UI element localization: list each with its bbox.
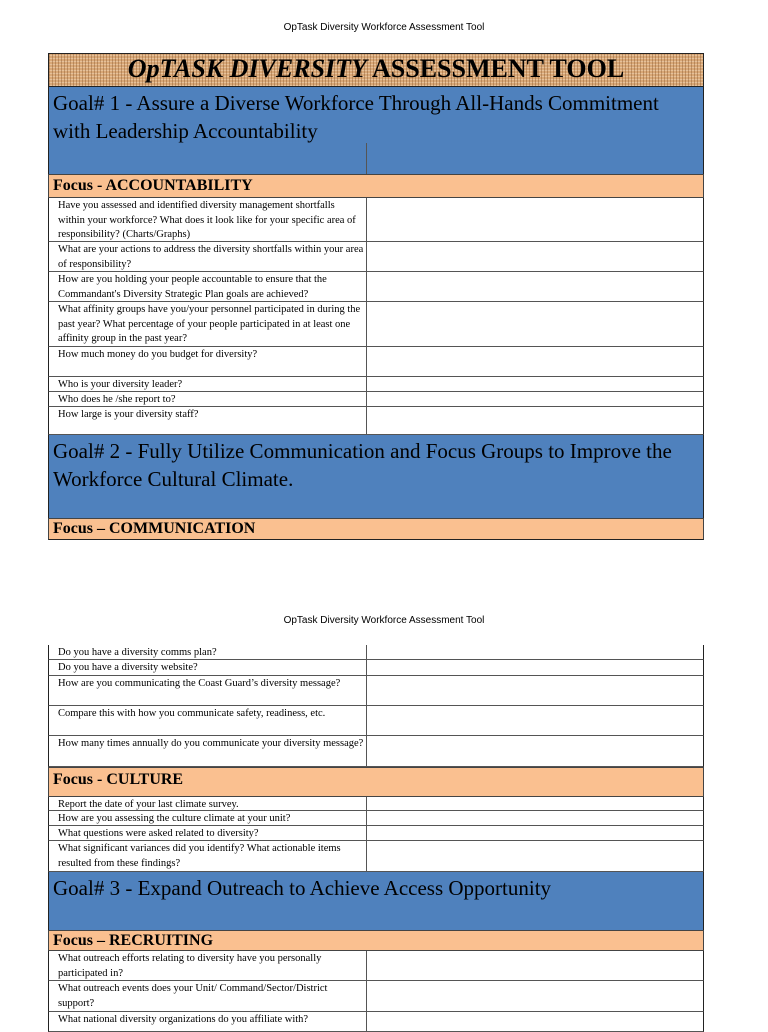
question-cell: Have you assessed and identified diversity management shortfalls within your workforce? What does it look like for your specific area of responsibility? (Charts/Graphs) bbox=[49, 198, 367, 241]
answer-cell[interactable] bbox=[367, 272, 703, 301]
answer-cell[interactable] bbox=[367, 392, 703, 406]
table-row bbox=[48, 272, 704, 302]
question-cell: How many times annually do you communicate your diversity message? bbox=[49, 736, 367, 766]
table-row bbox=[48, 407, 704, 435]
focus-culture: Focus - CULTURE bbox=[48, 767, 704, 797]
goal-2-heading: Goal# 2 - Fully Utilize Communication and Focus Groups to Improve the Workforce Cultural Climate. bbox=[48, 435, 704, 518]
page-header: OpTask Diversity Workforce Assessment Tool bbox=[283, 22, 485, 33]
question-cell: What are your actions to address the diversity shortfalls within your area of responsibility? bbox=[49, 242, 367, 271]
focus-accountability: Focus - ACCOUNTABILITY bbox=[48, 174, 704, 198]
answer-cell[interactable] bbox=[367, 302, 703, 346]
table-row bbox=[48, 242, 704, 272]
question-cell: How are you holding your people accountable to ensure that the Commandant's Diversity Strategic Plan goals are achieved? bbox=[49, 272, 367, 301]
answer-cell[interactable] bbox=[367, 826, 703, 840]
table-row bbox=[48, 660, 704, 676]
answer-cell[interactable] bbox=[367, 841, 703, 871]
table-row bbox=[48, 736, 704, 767]
tool-title-italic: OpTASK DIVERSITY bbox=[127, 54, 367, 83]
table-row bbox=[48, 706, 704, 736]
tool-title bbox=[48, 53, 704, 87]
table-row bbox=[48, 1012, 704, 1032]
question-cell: Do you have a diversity comms plan? bbox=[49, 645, 367, 659]
answer-cell[interactable] bbox=[367, 981, 703, 1011]
table-row bbox=[48, 826, 704, 841]
question-cell: How much money do you budget for diversity? bbox=[49, 347, 367, 376]
question-cell: Report the date of your last climate survey. bbox=[49, 797, 367, 810]
table-row bbox=[48, 951, 704, 981]
question-cell: Compare this with how you communicate safety, readiness, etc. bbox=[49, 706, 367, 735]
goal-3-heading: Goal# 3 - Expand Outreach to Achieve Access Opportunity bbox=[48, 872, 704, 930]
answer-cell[interactable] bbox=[367, 660, 703, 675]
answer-cell[interactable] bbox=[367, 645, 703, 659]
question-cell: What outreach events does your Unit/ Command/Sector/District support? bbox=[49, 981, 367, 1011]
question-cell: How are you assessing the culture climate at your unit? bbox=[49, 811, 367, 825]
question-cell: What significant variances did you identify? What actionable items resulted from these findings? bbox=[49, 841, 367, 871]
question-cell: Who is your diversity leader? bbox=[49, 377, 367, 391]
question-cell: What national diversity organizations do you affiliate with? bbox=[49, 1012, 367, 1031]
answer-cell[interactable] bbox=[367, 951, 703, 980]
question-cell: Who does he /she report to? bbox=[49, 392, 367, 406]
table-row bbox=[48, 347, 704, 377]
tool-title-rest: ASSESSMENT TOOL bbox=[366, 54, 625, 83]
answer-cell[interactable] bbox=[367, 407, 703, 434]
answer-cell[interactable] bbox=[367, 706, 703, 735]
question-cell: Do you have a diversity website? bbox=[49, 660, 367, 675]
table-row bbox=[48, 198, 704, 242]
question-cell: What outreach efforts relating to diversity have you personally participated in? bbox=[49, 951, 367, 980]
table-row bbox=[48, 797, 704, 811]
answer-cell[interactable] bbox=[367, 242, 703, 271]
table-row bbox=[48, 981, 704, 1012]
answer-cell[interactable] bbox=[367, 797, 703, 810]
answer-cell[interactable] bbox=[367, 377, 703, 391]
table-row bbox=[48, 645, 704, 660]
answer-cell[interactable] bbox=[367, 198, 703, 241]
answer-cell[interactable] bbox=[367, 811, 703, 825]
table-row bbox=[48, 392, 704, 407]
goal-1-heading: Goal# 1 - Assure a Diverse Workforce Through All-Hands Commitment with Leadership Accountability bbox=[48, 87, 704, 174]
question-cell: What affinity groups have you/your personnel participated in during the past year? What percentage of your people participated in at least one affinity group in the past year? bbox=[49, 302, 367, 346]
question-cell: How are you communicating the Coast Guard’s diversity message? bbox=[49, 676, 367, 705]
page-header: OpTask Diversity Workforce Assessment Tool bbox=[283, 615, 485, 626]
answer-cell[interactable] bbox=[367, 1012, 703, 1031]
answer-cell[interactable] bbox=[367, 676, 703, 705]
goal-divider bbox=[366, 143, 367, 174]
table-row bbox=[48, 841, 704, 872]
table-row bbox=[48, 811, 704, 826]
answer-cell[interactable] bbox=[367, 736, 703, 766]
question-cell: How large is your diversity staff? bbox=[49, 407, 367, 434]
table-row bbox=[48, 302, 704, 347]
table-row bbox=[48, 676, 704, 706]
answer-cell[interactable] bbox=[367, 347, 703, 376]
question-cell: What questions were asked related to diversity? bbox=[49, 826, 367, 840]
focus-recruiting: Focus – RECRUITING bbox=[48, 930, 704, 951]
focus-communication: Focus – COMMUNICATION bbox=[48, 518, 704, 540]
table-row bbox=[48, 377, 704, 392]
